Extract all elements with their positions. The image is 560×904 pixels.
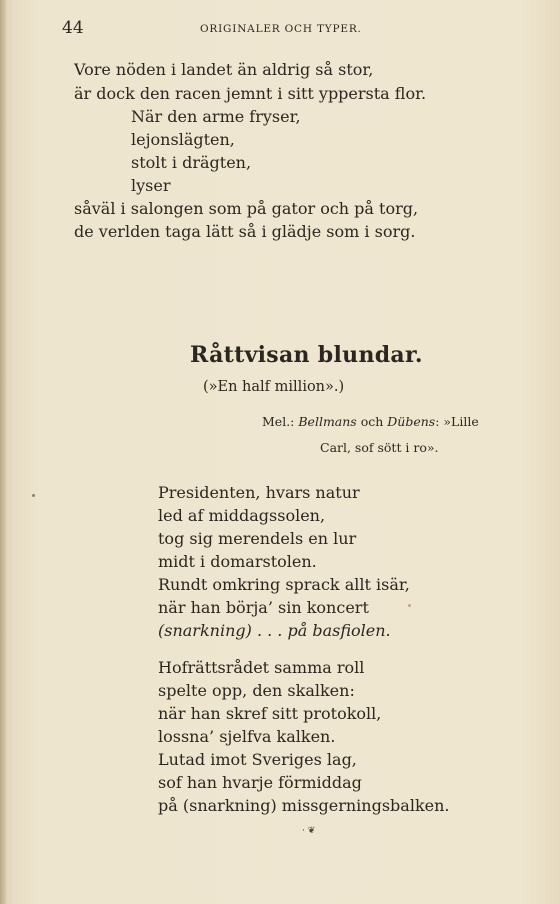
verse-line: på (snarkning) missgerningsbalken. xyxy=(158,796,450,815)
paper-speck xyxy=(408,604,411,607)
verse-line: Rundt omkring sprack allt isär, xyxy=(158,575,410,594)
verse-line: när han börja’ sin koncert xyxy=(158,598,369,617)
verse-line: är dock den racen jemnt i sitt yppersta flor. xyxy=(74,84,427,103)
poem-subtitle: (»En half million».) xyxy=(203,379,345,395)
verse-line: Hofrättsrådet samma roll xyxy=(158,658,365,677)
verse-line: stolt i drägten, xyxy=(131,153,252,172)
melody-and: och xyxy=(356,414,388,429)
verse-line: lyser xyxy=(131,176,171,195)
melody-line-2: Carl, sof sött i ro». xyxy=(320,440,439,455)
end-ornament: · ❦ xyxy=(302,826,316,836)
paper-speck xyxy=(32,494,35,497)
melody-line-1 xyxy=(262,414,479,429)
page-header xyxy=(0,18,560,42)
melody-prefix: Mel.: xyxy=(262,414,299,429)
page-number: 44 xyxy=(62,18,84,38)
poem-title: Råttvisan blundar. xyxy=(190,342,423,368)
verse-line: Lutad imot Sveriges lag, xyxy=(158,750,357,769)
melody-composer-2: Dübens xyxy=(387,414,436,429)
melody-title-start: : »Lille xyxy=(435,414,479,429)
verse-line: tog sig merendels en lur xyxy=(158,529,357,548)
verse-line: lejonslägten, xyxy=(131,130,235,149)
verse-line: led af middagssolen, xyxy=(158,506,326,525)
page-spine-shadow xyxy=(0,0,6,904)
melody-composer: Bellmans xyxy=(298,414,357,429)
verse-line: när han skref sitt protokoll, xyxy=(158,704,382,723)
verse-line: såväl i salongen som på gator och på torg, xyxy=(74,199,419,218)
verse-line: lossna’ sjelfva kalken. xyxy=(158,727,336,746)
verse-line: Presidenten, hvars natur xyxy=(158,483,360,502)
verse-line: spelte opp, den skalken: xyxy=(158,681,355,700)
verse-line: de verlden taga lätt så i glädje som i sorg. xyxy=(74,222,416,241)
verse-line: (snarkning) . . . på basfiolen. xyxy=(158,621,391,640)
running-head: ORIGINALER OCH TYPER. xyxy=(200,23,362,35)
verse-line: Vore nöden i landet än aldrig så stor, xyxy=(74,60,374,79)
verse-line: sof han hvarje förmiddag xyxy=(158,773,362,792)
verse-line: midt i domarstolen. xyxy=(158,552,317,571)
verse-line: När den arme fryser, xyxy=(131,107,301,126)
